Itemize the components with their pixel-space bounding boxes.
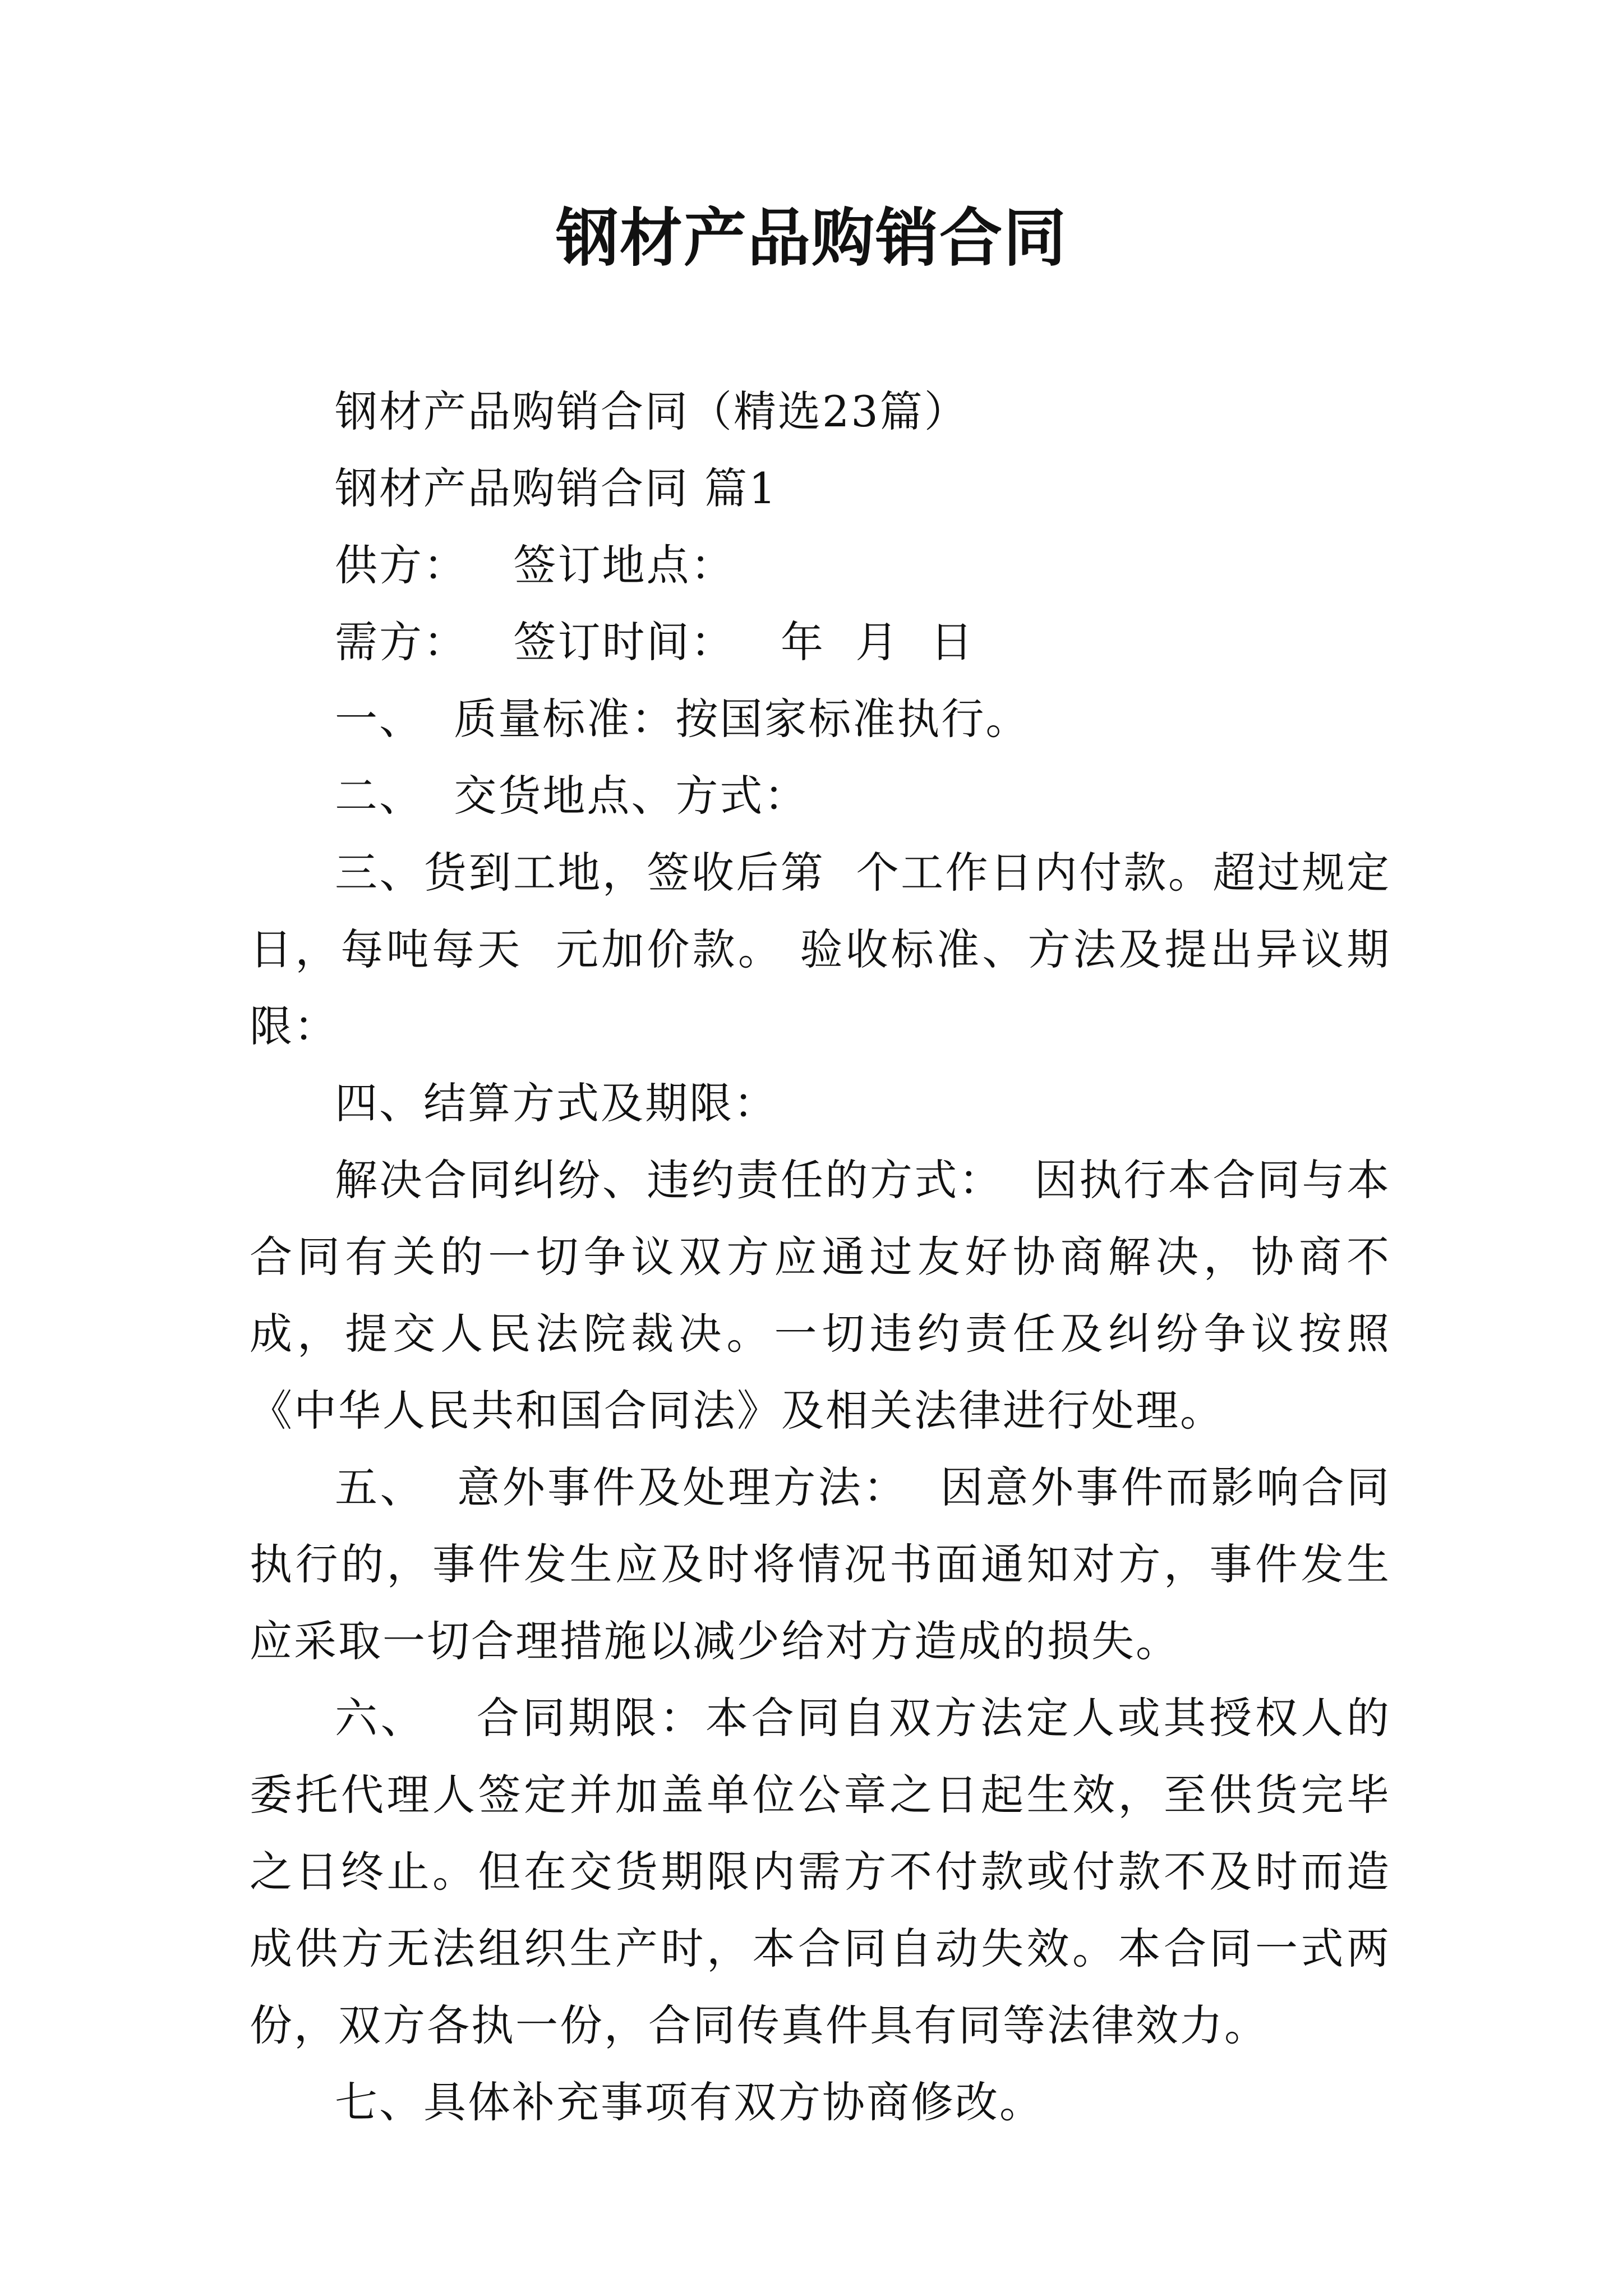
- document-body: [250, 373, 1391, 2141]
- document-title: 钢材产品购销合同: [556, 201, 1067, 275]
- paragraph-contract-term: 六、 合同期限：本合同自双方法定人或其授权人的委托代理人签定并加盖单位公章之日起生效，至供货完毕之日终止。但在交货期限内需方不付款或付款不及时而造成供方无法组织生产时，本合同自动失效。本合同一式两份，双方各执一份，合同传真件具有同等法律效力。: [250, 1693, 1391, 2050]
- paragraph-settlement: 四、结算方式及期限：: [335, 1078, 778, 1128]
- paragraph-supplementary: 七、具体补充事项有双方协商修改。: [335, 2077, 1044, 2127]
- paragraph-force-majeure: 五、 意外事件及处理方法： 因意外事件而影响合同执行的，事件发生应及时将情况书面通知对方，事件发生应采取一切合理措施以减少给对方造成的损失。: [250, 1462, 1391, 1666]
- paragraph-payment-terms: 三、货到工地，签收后第 个工作日内付款。超过规定日，每吨每天 元加价款。 验收标准、方法及提出异议期限：: [250, 848, 1391, 1051]
- paragraph-section-heading: 钢材产品购销合同 篇1: [335, 463, 778, 513]
- paragraph-supplier: 供方： 签订地点：: [335, 540, 735, 590]
- paragraph-buyer: 需方： 签订时间： 年 月 日: [335, 617, 975, 667]
- paragraph-quality-standard: 一、 质量标准：按国家标准执行。: [335, 694, 1030, 744]
- paragraph-delivery: 二、 交货地点、方式：: [335, 771, 809, 821]
- paragraph-dispute-resolution: 解决合同纠纷、违约责任的方式： 因执行本合同与本合同有关的一切争议双方应通过友好协商解决，协商不成，提交人民法院裁决。一切违约责任及纠纷争议按照《中华人民共和国合同法》及相关法律进行处理。: [250, 1155, 1391, 1435]
- paragraph-subtitle: 钢材产品购销合同（精选23篇）: [335, 386, 969, 436]
